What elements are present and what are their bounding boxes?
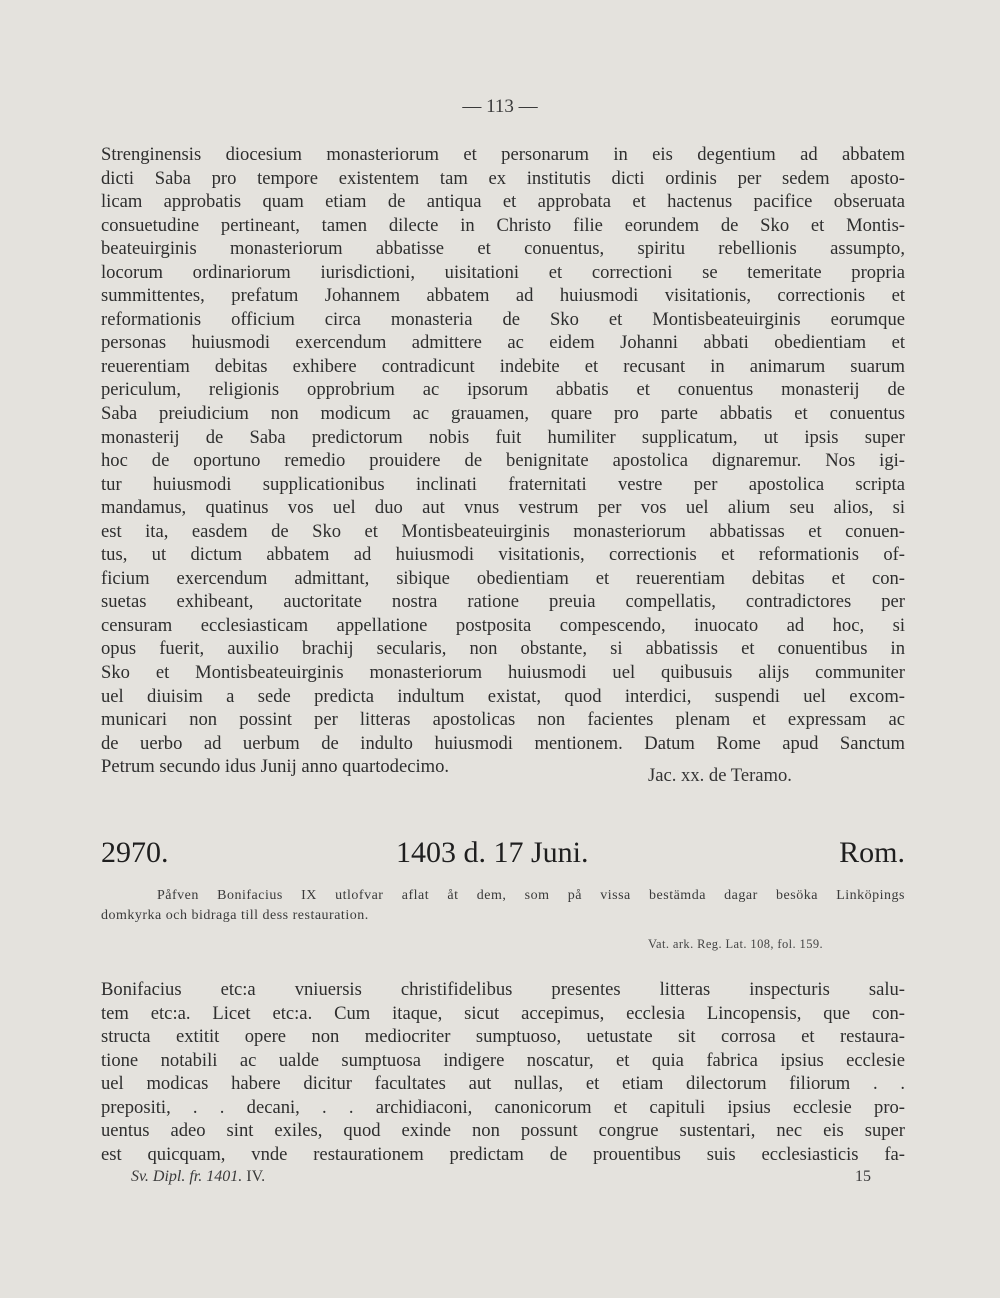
text-line: reformationis officium circa monasteria de Sko et Montisbeateuirginis eorumque [101,308,905,330]
text-line: consuetudine pertineant, tamen dilecte in Christo filie eorundem de Sko et Montis- [101,214,905,236]
text-line: licam approbatis quam etiam de antiqua et approbata et hactenus pacifice obseruata [101,191,905,213]
entry-number: 2970. [101,836,169,869]
text-line: ficium exercendum admittant, sibique obedientiam et reuerentiam debitas et con- [101,567,905,589]
text-line: summittentes, prefatum Johannem abbatem ad huiusmodi visitationis, correctionis et [101,285,905,307]
text-line: beateuirginis monasteriorum abbatisse et conuentus, spiritu rebellionis assumpto, [101,238,905,260]
letter-text-continued [101,143,905,779]
text-line: de uerbo ad uerbum de indulto huiusmodi mentionem. Datum Rome apud Sanctum [101,732,905,754]
text-line: Strenginensis diocesium monasteriorum et personarum in eis degentium ad abbatem [101,144,905,165]
text-line: tione notabili ac ualde sumptuosa indigere noscatur, et quia fabrica ipsius ecclesie [101,1049,905,1071]
entry-heading [101,836,905,876]
text-line: tus, ut dictum abbatem ad huiusmodi visitationis, correctionis et reformationis of- [101,544,905,566]
text-line: uel diuisim a sede predicta indultum existat, quod interdici, suspendi uel excom- [101,685,905,707]
text-line: est ita, easdem de Sko et Montisbeateuirginis monasteriorum abbatissas et conuen- [101,520,905,542]
text-line: personas huiusmodi exercendum admittere ac eidem Johanni abbati obedientiam et [101,332,905,354]
signature-mark-text: Sv. Dipl. fr. 1401. [131,1168,243,1185]
entry-summary [101,886,905,926]
text-line: uel modicas habere dicitur facultates aut nullas, et etiam dilectorum filiorum . . [101,1073,905,1095]
entry-place: Rom. [839,836,905,869]
text-line: mandamus, quatinus vos uel duo aut vnus vestrum per vos uel alium seu alios, si [101,497,905,519]
text-line: tem etc:a. Licet etc:a. Cum itaque, sicut accepimus, ecclesia Lincopensis, que con- [101,1002,905,1024]
letter-text [101,978,905,1166]
text-line: censuram ecclesiasticam appellatione postposita compescendo, inuocato ad hoc, si [101,614,905,636]
text-line: uentus adeo sint exiles, quod exinde non possunt congrue sustentari, nec eis super [101,1120,905,1142]
summary-line: Påfven Bonifacius IX utlofvar aflat åt dem, som på vissa bestämda dagar besöka Linköpings [157,888,905,903]
text-line: municari non possint per litteras apostolicas non facientes plenam et expressam ac [101,709,905,731]
text-line: prepositi, . . decani, . . archidiaconi, canonicorum et capituli ipsius ecclesie pro- [101,1096,905,1118]
sheet-number: 15 [855,1168,871,1185]
page-number: — 113 — [462,96,538,117]
scribe-signature: Jac. xx. de Teramo. [648,765,792,786]
text-line: Bonifacius etc:a vniuersis christifidelibus presentes litteras inspecturis salu- [101,979,905,1000]
text-line: est quicquam, vnde restaurationem predictam de prouentibus suis ecclesiasticis fa- [101,1143,905,1165]
archive-reference: Vat. ark. Reg. Lat. 108, fol. 159. [648,937,824,951]
summary-line: domkyrka och bidraga till dess restauration. [101,908,369,923]
text-line: Sko et Montisbeateuirginis monasteriorum huiusmodi uel quibusuis alijs communiter [101,662,905,684]
text-line: opus fuerit, auxilio brachij secularis, non obstante, si abbatissis et conuentibus in [101,638,905,660]
text-line: periculum, religionis opprobrium ac ipsorum abbatis et conuentus monasterij de [101,379,905,401]
signature-mark [131,1168,265,1186]
text-line: dicti Saba pro tempore existentem tam ex institutis dicti ordinis per sedem aposto- [101,167,905,189]
text-line: Saba preiudicium non modicum ac grauamen, quare pro parte abbatis et conuentus [101,403,905,425]
text-line: hoc de oportuno remedio prouidere de benignitate apostolica dignaremur. Nos igi- [101,450,905,472]
volume-number: IV. [246,1168,266,1185]
text-line: tur huiusmodi supplicationibus inclinati fraternitati vestre per apostolica scripta [101,473,905,495]
text-line: Petrum secundo idus Junij anno quartodecimo. [101,756,450,778]
text-line: monasterij de Saba predictorum nobis fuit humiliter supplicatum, ut ipsis super [101,426,905,448]
entry-date: 1403 d. 17 Juni. [396,836,589,869]
page-footer [101,1168,871,1190]
text-line: reuerentiam debitas exhibere contradicunt indebite et recusant in animarum suarum [101,355,905,377]
text-line: suetas exhibeant, auctoritate nostra ratione preuia compellatis, contradictores per [101,591,905,613]
text-line: structa extitit opere non mediocriter sumptuoso, uetustate sit corrosa et restaura- [101,1026,905,1048]
text-line: locorum ordinariorum iurisdictioni, uisitationi et correctioni se temeritate propria [101,261,905,283]
